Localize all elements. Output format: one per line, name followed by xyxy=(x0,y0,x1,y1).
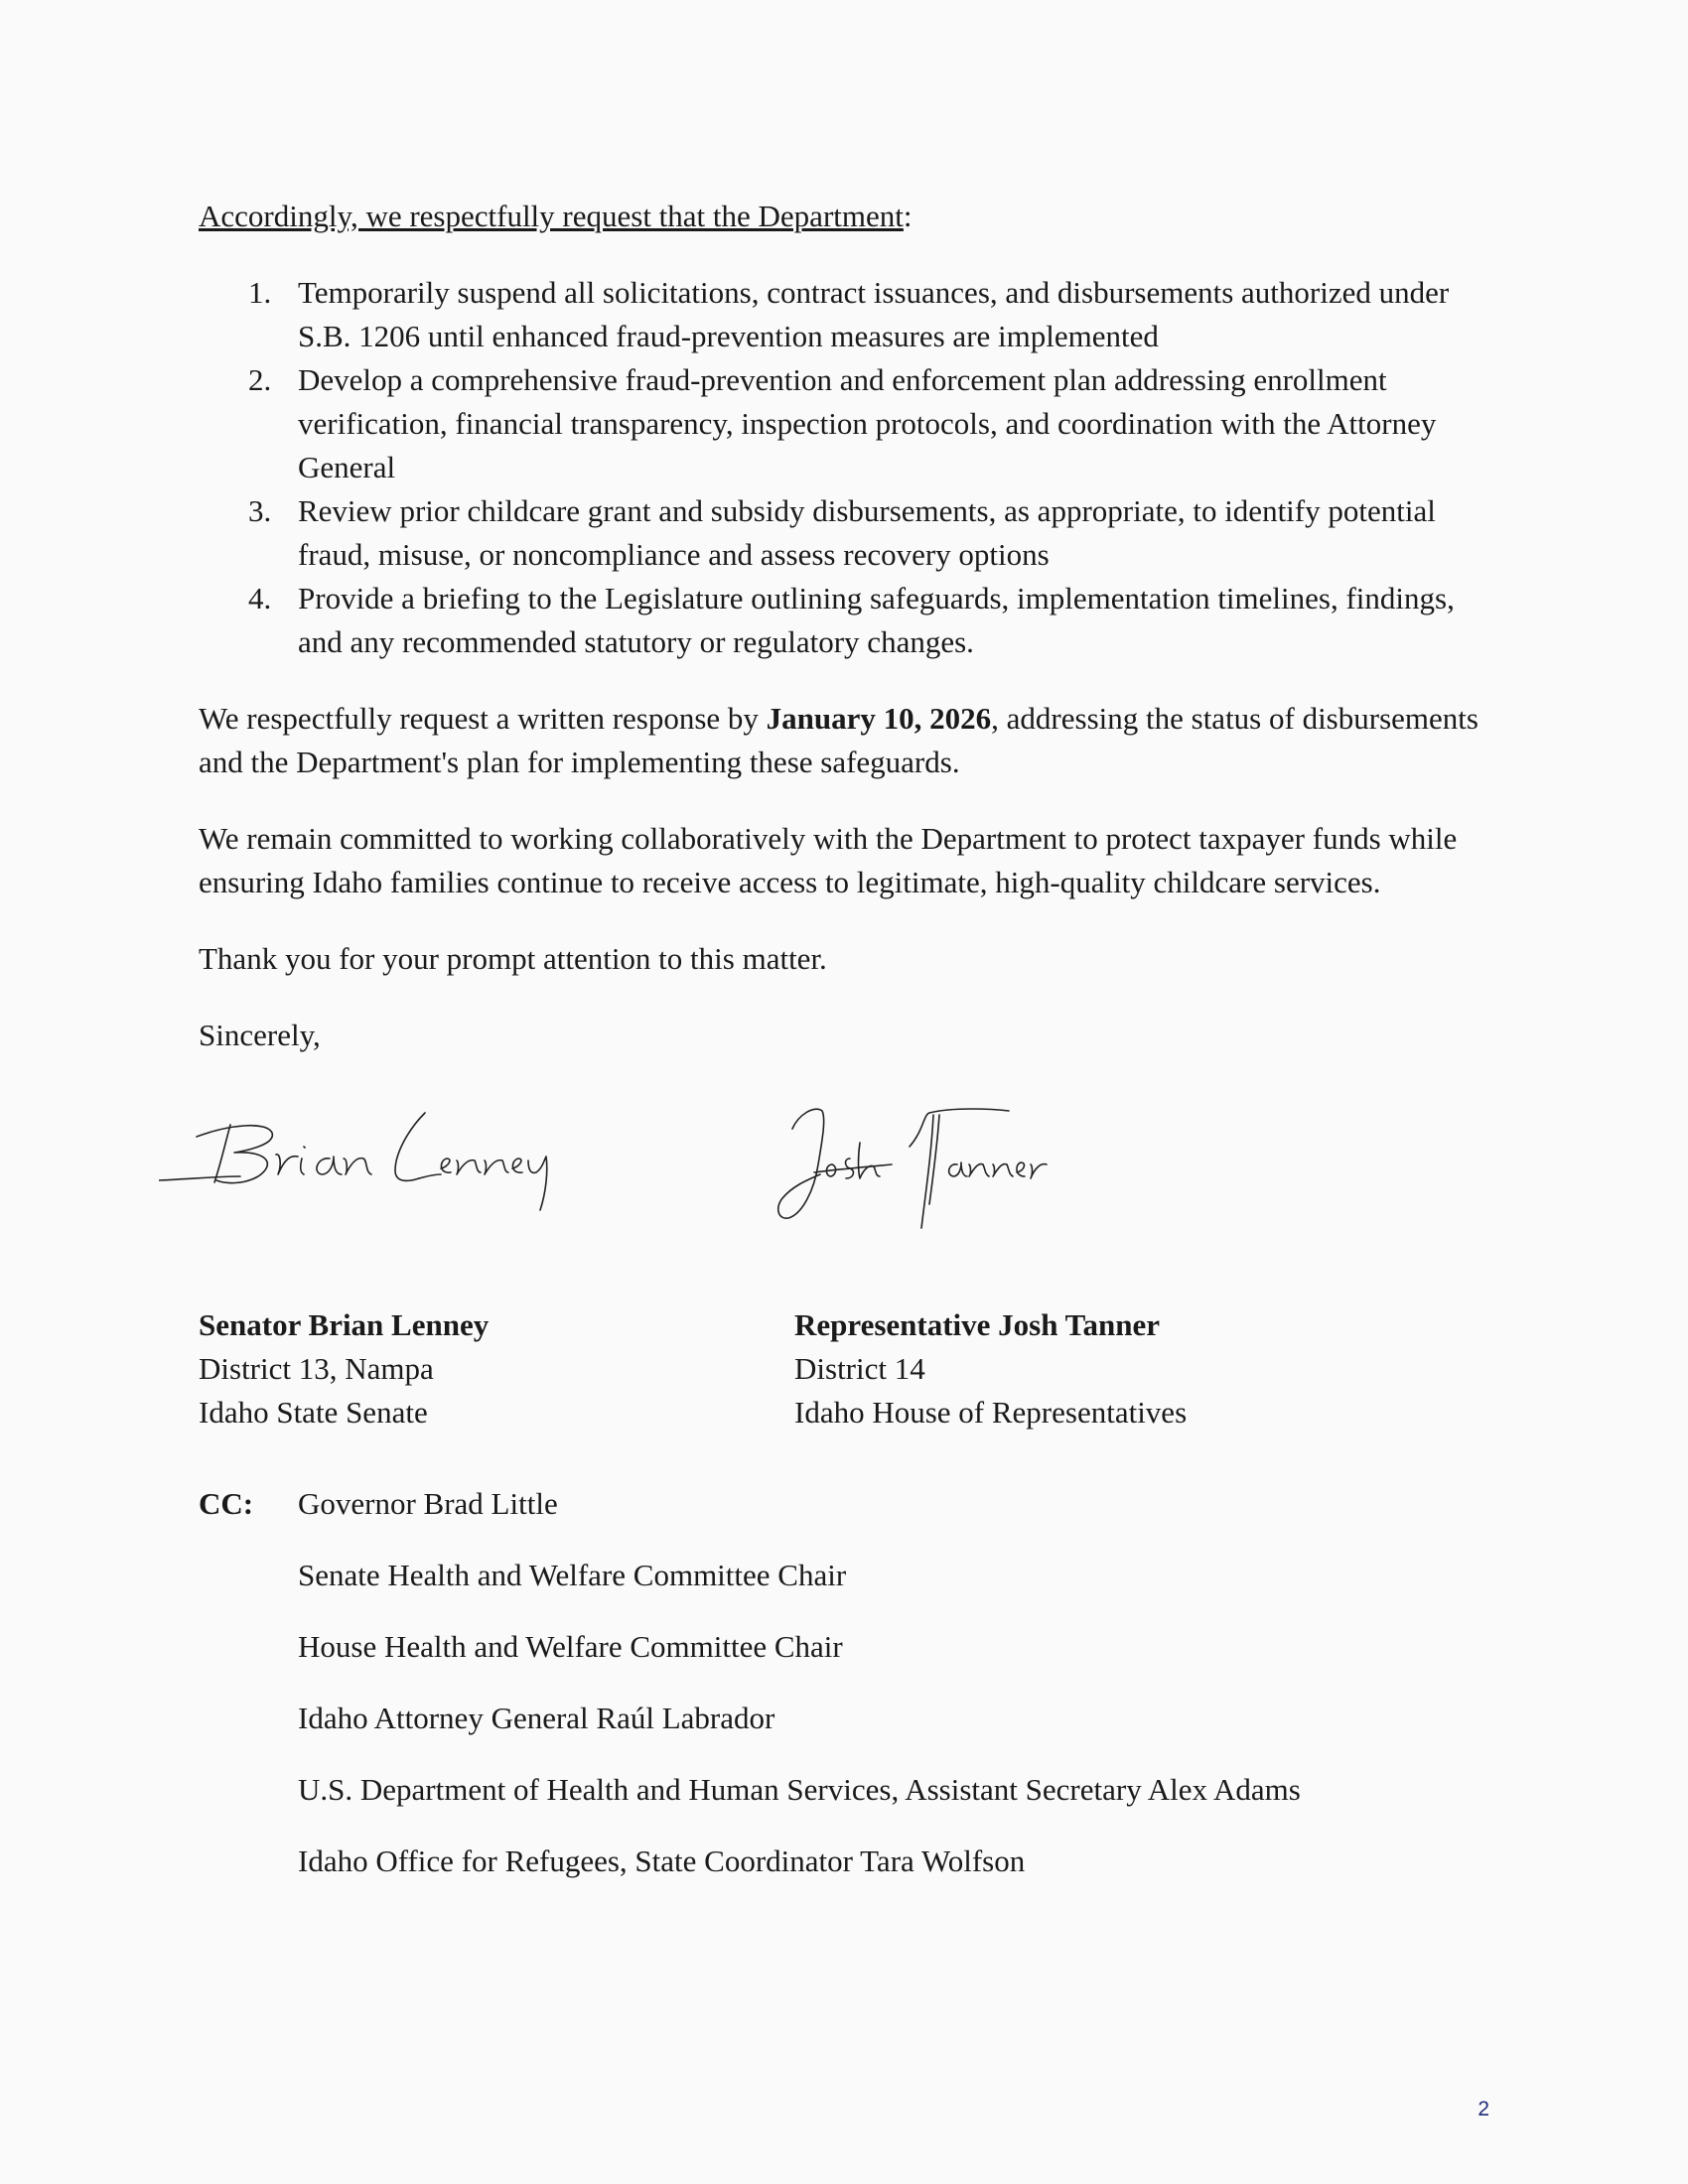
response-request-text-end: , addressing the status of disbursements and the Department's plan for implementing these safeguards. xyxy=(199,701,1478,779)
cc-recipient: U.S. Department of Health and Human Services, Assistant Secretary Alex Adams xyxy=(298,1772,1301,1807)
signer-district: District 13, Nampa xyxy=(199,1351,434,1386)
josh-tanner-signature xyxy=(774,1095,1112,1244)
cc-recipient: Idaho Office for Refugees, State Coordinator Tara Wolfson xyxy=(298,1843,1026,1878)
request-number: 2. xyxy=(248,362,272,397)
commitment-paragraph: We remain committed to working collaboratively with the Department to protect taxpayer funds while ensuring Idaho families continue to receive access to legitimate, high-quality childcare services. xyxy=(199,821,1458,899)
request-text: Temporarily suspend all solicitations, contract issuances, and disbursements authorized under S.B. 1206 until enhanced fraud-prevention measures are implemented xyxy=(298,275,1450,353)
request-number: 4. xyxy=(248,581,272,615)
page-number: 2 xyxy=(1477,2098,1489,2120)
cc-recipient: Senate Health and Welfare Committee Chair xyxy=(298,1558,847,1592)
request-number: 1. xyxy=(248,275,272,310)
signature-row xyxy=(199,1095,1489,1303)
thanks-paragraph: Thank you for your prompt attention to this matter. xyxy=(199,941,827,976)
signer-chamber: Idaho State Senate xyxy=(199,1395,428,1430)
signer-name: Senator Brian Lenney xyxy=(199,1307,490,1342)
request-text: Review prior childcare grant and subsidy disbursements, as appropriate, to identify potential fraud, misuse, or noncompliance and assess recovery options xyxy=(298,493,1436,572)
signer-block xyxy=(199,1303,489,1434)
response-request-text: We respectfully request a written response by xyxy=(199,701,767,736)
signer-blocks xyxy=(199,1303,1489,1433)
request-text: Develop a comprehensive fraud-prevention and enforcement plan addressing enrollment verification, financial transparency, inspection protocols, and coordination with the Attorney General xyxy=(298,362,1437,484)
signer-name: Representative Josh Tanner xyxy=(794,1307,1161,1342)
request-intro-underlined: Accordingly, we respectfully request that the Department xyxy=(199,199,904,233)
request-item xyxy=(199,489,1489,577)
letter-page xyxy=(199,195,1489,1911)
cc-section xyxy=(199,1482,1489,1883)
request-item xyxy=(199,358,1489,489)
request-item xyxy=(199,577,1489,664)
cc-recipient: House Health and Welfare Committee Chair xyxy=(298,1629,843,1664)
closing-salutation: Sincerely, xyxy=(199,1018,321,1052)
cc-recipient: Idaho Attorney General Raúl Labrador xyxy=(298,1701,775,1735)
response-deadline: January 10, 2026 xyxy=(766,701,992,736)
request-item xyxy=(199,271,1489,358)
request-text: Provide a briefing to the Legislature outlining safeguards, implementation timelines, findings, and any recommended statutory or regulatory changes. xyxy=(298,581,1455,659)
cc-recipient-list xyxy=(199,1482,1489,1883)
request-number: 3. xyxy=(248,493,272,528)
request-intro xyxy=(199,195,1489,238)
response-request-paragraph xyxy=(199,697,1489,784)
signer-block xyxy=(794,1303,1187,1434)
request-list xyxy=(199,271,1489,664)
signer-district: District 14 xyxy=(794,1351,925,1386)
cc-recipient: Governor Brad Little xyxy=(298,1486,558,1521)
brian-lenney-signature xyxy=(159,1095,655,1244)
signer-chamber: Idaho House of Representatives xyxy=(794,1395,1188,1430)
request-intro-colon: : xyxy=(903,199,913,233)
cc-label: CC: xyxy=(199,1486,254,1521)
